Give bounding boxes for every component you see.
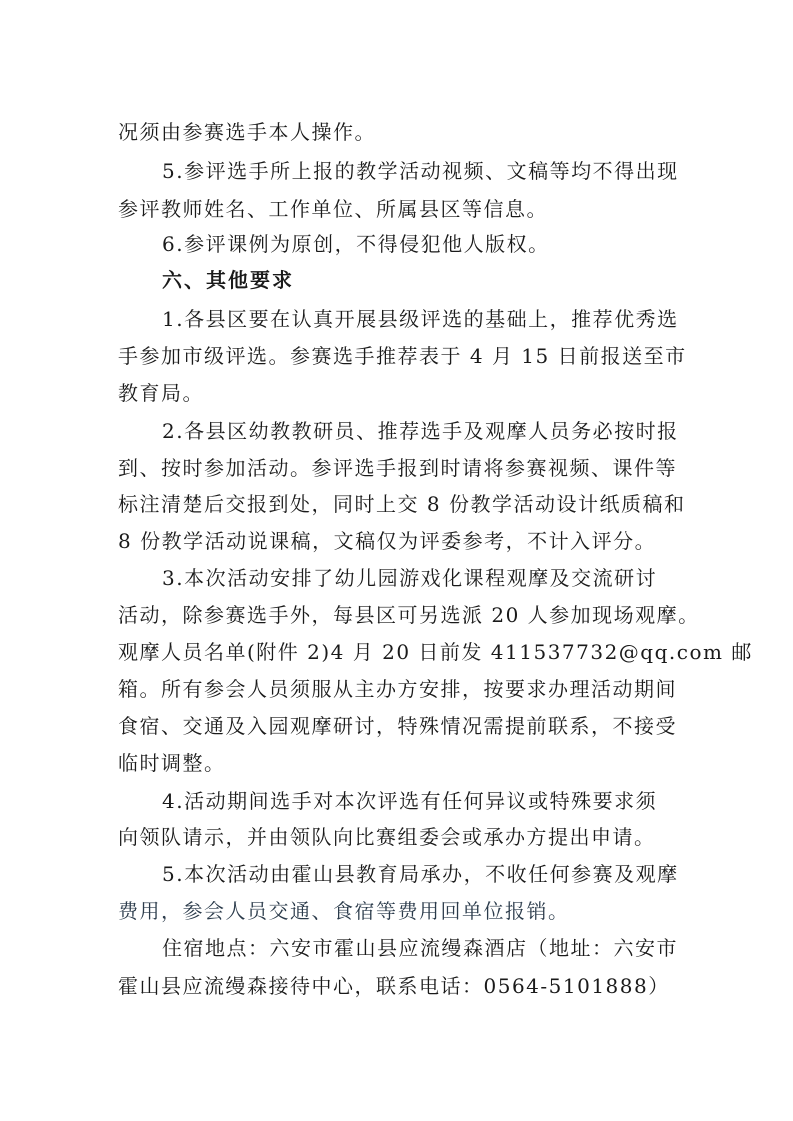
text-line: 住宿地点：六安市霍山县应流缦森酒店（地址：六安市 xyxy=(162,936,678,960)
section-heading: 六、其他要求 xyxy=(162,268,294,292)
text-line: 2.各县区幼教教研员、推荐选手及观摩人员务必按时报 xyxy=(162,419,679,443)
text-line: 8 份教学活动说课稿，文稿仅为评委参考，不计入评分。 xyxy=(118,529,657,553)
text-line: 观摩人员名单(附件 2)4 月 20 日前发 411537732@qq.com 邮 xyxy=(118,640,753,664)
text-line: 况须由参赛选手本人操作。 xyxy=(118,120,376,144)
text-line: 手参加市级评选。参赛选手推荐表于 4 月 15 日前报送至市 xyxy=(118,344,687,368)
text-line: 临时调整。 xyxy=(118,751,226,775)
text-line: 5.参评选手所上报的教学活动视频、文稿等均不得出现 xyxy=(162,159,679,183)
text-line: 4.活动期间选手对本次评选有任何异议或特殊要求须 xyxy=(162,789,658,813)
text-line: 教育局。 xyxy=(118,381,204,405)
text-line: 1.各县区要在认真开展县级评选的基础上，推荐优秀选 xyxy=(162,307,679,331)
text-line: 3.本次活动安排了幼儿园游戏化课程观摩及交流研讨 xyxy=(162,566,658,590)
text-line: 参评教师姓名、工作单位、所属县区等信息。 xyxy=(118,197,548,221)
text-line: 到、按时参加活动。参评选手报到时请将参赛视频、课件等 xyxy=(118,456,677,480)
text-line: 向领队请示，并由领队向比赛组委会或承办方提出申请。 xyxy=(118,825,656,849)
text-line: 费用，参会人员交通、食宿等费用回单位报销。 xyxy=(118,899,570,923)
text-line: 霍山县应流缦森接待中心，联系电话：0564-5101888） xyxy=(118,974,670,998)
text-line: 6.参评课例为原创，不得侵犯他人版权。 xyxy=(162,232,550,256)
text-line: 活动，除参赛选手外，每县区可另选派 20 人参加现场观摩。 xyxy=(118,603,700,627)
text-line: 食宿、交通及入园观摩研讨，特殊情况需提前联系，不接受 xyxy=(118,714,677,738)
text-line: 箱。所有参会人员须服从主办方安排，按要求办理活动期间 xyxy=(118,677,677,701)
text-line: 5.本次活动由霍山县教育局承办，不收任何参赛及观摩 xyxy=(162,862,679,886)
text-line: 标注清楚后交报到处，同时上交 8 份教学活动设计纸质稿和 xyxy=(118,492,686,516)
